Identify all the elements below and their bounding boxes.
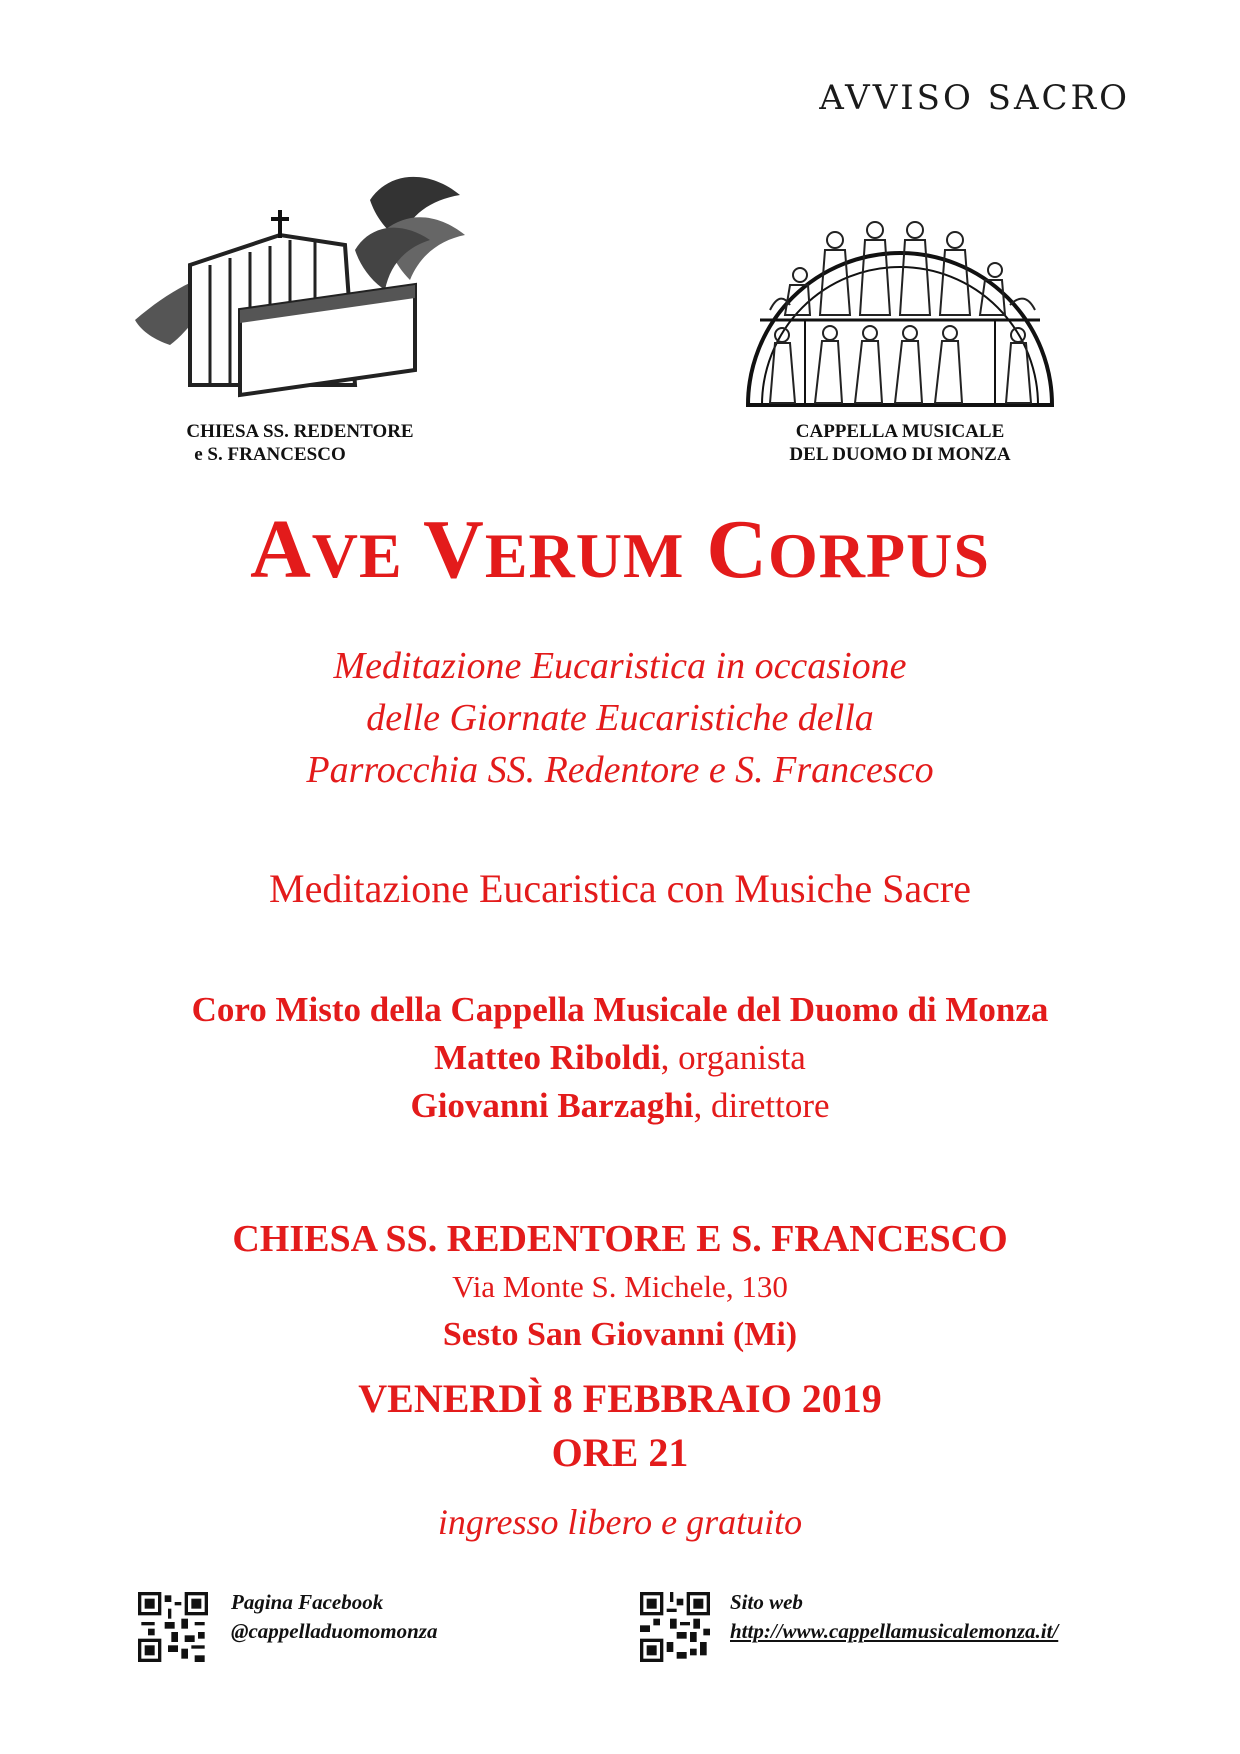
event-subtitle: [0, 640, 1240, 796]
performers: [0, 986, 1240, 1130]
church-hands-logo-icon: [130, 170, 470, 410]
title-word-2: VERUM: [423, 503, 685, 596]
organist-name: Matteo Riboldi: [434, 1038, 661, 1077]
church-logo: [130, 170, 470, 410]
qr-code-icon: [138, 1592, 208, 1662]
cappella-caption-line2: DEL DUOMO DI MONZA: [789, 444, 1011, 465]
venue-city: Sesto San Giovanni (Mi): [442, 1316, 798, 1353]
church-caption-line2: e S. FRANCESCO: [194, 444, 346, 465]
church-caption-line1: CHIESA SS. REDENTORE: [186, 421, 414, 442]
facebook-label: Pagina Facebook: [231, 1590, 384, 1614]
website-link[interactable]: http://www.cappellamusicalemonza.it/: [730, 1619, 1059, 1643]
title-word-3: CORPUS: [706, 503, 990, 596]
subtitle-line1: Meditazione Eucaristica in occasione: [333, 645, 907, 687]
event-date: VENERDÌ 8 FEBBRAIO 2019: [358, 1376, 882, 1421]
cappella-caption-line1: CAPPELLA MUSICALE: [795, 421, 1005, 442]
subtitle-line3: Parrocchia SS. Redentore e S. Francesco: [306, 749, 934, 791]
event-datetime: [0, 1372, 1240, 1480]
lunette-relief-logo-icon: [740, 205, 1060, 410]
program-description: Meditazione Eucaristica con Musiche Sacre: [269, 866, 971, 911]
organist-role: , organista: [660, 1038, 806, 1077]
facebook-info: [231, 1588, 437, 1646]
notice-heading: AVVISO SACRO: [819, 78, 1130, 118]
venue-address: Via Monte S. Michele, 130: [452, 1269, 788, 1304]
cappella-logo-caption: [740, 420, 1060, 466]
qr-code-icon: [640, 1592, 710, 1662]
entry-note: ingresso libero e gratuito: [437, 1502, 803, 1542]
director-role: , direttore: [693, 1086, 830, 1125]
event-time: ORE 21: [551, 1430, 689, 1475]
choir-name: Coro Misto della Cappella Musicale del Duomo di Monza: [191, 990, 1049, 1029]
website-qr[interactable]: [640, 1592, 710, 1667]
venue: [0, 1215, 1240, 1359]
website-label: Sito web: [730, 1590, 803, 1614]
facebook-handle[interactable]: @cappelladuomomonza: [231, 1619, 438, 1643]
title-word-1: AVE: [250, 503, 403, 596]
venue-name: CHIESA SS. REDENTORE E S. FRANCESCO: [232, 1218, 1008, 1260]
event-title: [0, 503, 1240, 596]
director: [0, 1082, 1240, 1130]
subtitle-line2: delle Giornate Eucaristiche della: [366, 697, 874, 739]
cappella-logo: [740, 205, 1060, 410]
organist: [0, 1034, 1240, 1082]
website-info: [730, 1588, 1058, 1646]
church-logo-caption: [160, 420, 440, 466]
director-name: Giovanni Barzaghi: [410, 1086, 694, 1125]
facebook-qr[interactable]: [138, 1592, 208, 1667]
